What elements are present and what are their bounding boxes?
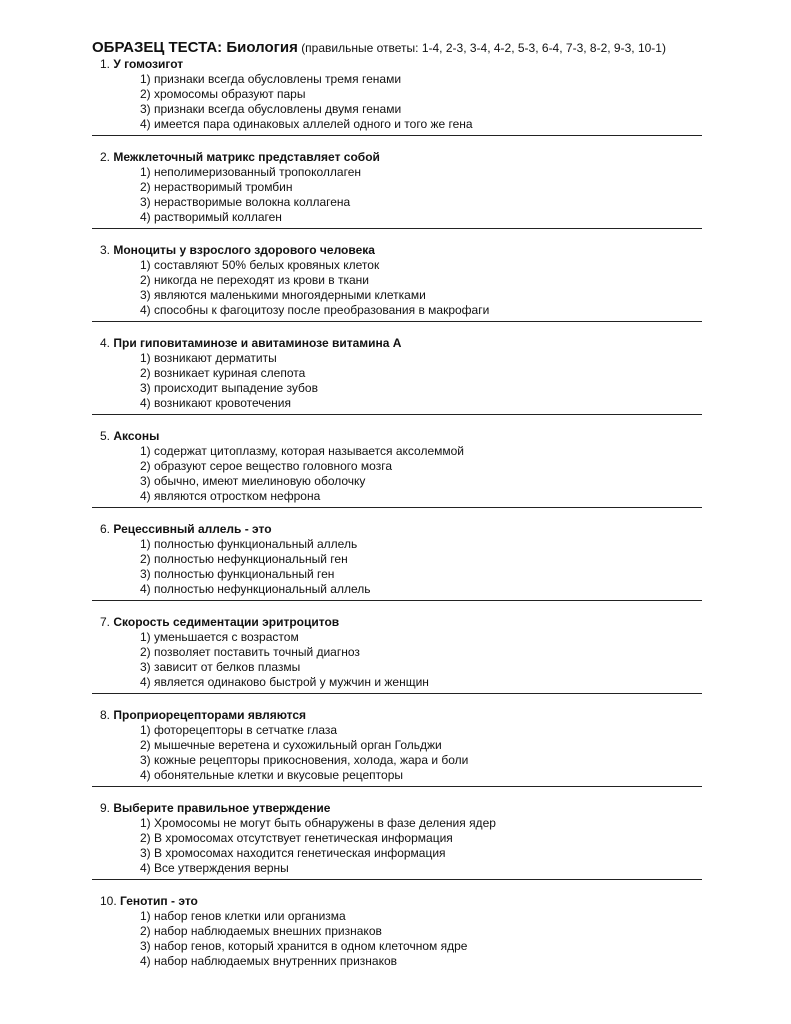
question-block — [92, 708, 702, 787]
answer-option: 3) являются маленькими многоядерными клетками — [140, 288, 426, 302]
question-title — [100, 336, 702, 351]
answer-option: 3) признаки всегда обусловлены двумя генами — [140, 102, 402, 116]
answer-option: 4) способны к фагоцитозу после преобразования в макрофаги — [140, 303, 490, 317]
answer-option: 2) мышечные веретена и сухожильный орган Гольджи — [140, 738, 442, 752]
answer-option: 4) растворимый коллаген — [140, 210, 282, 224]
answer-option: 1) Хромосомы не могут быть обнаружены в фазе деления ядер — [140, 816, 496, 830]
answer-option: 1) признаки всегда обусловлены тремя генами — [140, 72, 402, 86]
answer-option: 1) фоторецепторы в сетчатке глаза — [140, 723, 338, 737]
answer-option: 2) набор наблюдаемых внешних признаков — [140, 924, 382, 938]
answer-option: 4) являются отростком нефрона — [140, 489, 321, 503]
document-title: ОБРАЗЕЦ ТЕСТА: Биология — [92, 39, 298, 56]
question-block — [92, 243, 702, 322]
question-text: Генотип - это — [120, 894, 198, 908]
answer-option: 3) полностью функциональный ген — [140, 567, 335, 581]
question-title — [100, 708, 702, 723]
question-title — [100, 801, 702, 816]
answer-option: 4) является одинаково быстрой у мужчин и женщин — [140, 675, 429, 689]
question-text: У гомозигот — [113, 57, 184, 71]
question-number: 4. — [100, 336, 111, 350]
answer-option: 2) позволяет поставить точный диагноз — [140, 645, 360, 659]
answer-option: 2) возникает куриная слепота — [140, 366, 306, 380]
questions-list — [92, 57, 702, 972]
question-block — [92, 522, 702, 601]
question-block — [92, 894, 702, 972]
answer-option: 3) зависит от белков плазмы — [140, 660, 301, 674]
question-number: 9. — [100, 801, 111, 815]
answer-option: 1) набор генов клетки или организма — [140, 909, 346, 923]
question-title — [100, 57, 702, 72]
question-title — [100, 522, 702, 537]
question-number: 7. — [100, 615, 111, 629]
answer-option: 1) содержат цитоплазму, которая называется аксолеммой — [140, 444, 465, 458]
answer-option: 3) обычно, имеют миелиновую оболочку — [140, 474, 366, 488]
question-title — [100, 615, 702, 630]
answer-option: 1) полностью функциональный аллель — [140, 537, 358, 551]
answer-option: 1) уменьшается с возрастом — [140, 630, 299, 644]
question-block — [92, 615, 702, 694]
question-text: Моноциты у взрослого здорового человека — [113, 243, 375, 257]
answer-option: 4) Все утверждения верны — [140, 861, 289, 875]
question-number: 8. — [100, 708, 111, 722]
question-text: Выберите правильное утверждение — [113, 801, 331, 815]
question-title — [100, 243, 702, 258]
answer-option: 2) хромосомы образуют пары — [140, 87, 306, 101]
answers-note: (правильные ответы: 1-4, 2-3, 3-4, 4-2, 5-3, 6-4, 7-3, 8-2, 9-3, 10-1) — [301, 41, 666, 55]
question-number: 5. — [100, 429, 111, 443]
question-text: При гиповитаминозе и авитаминозе витамина А — [113, 336, 402, 350]
answer-option: 3) В хромосомах находится генетическая информация — [140, 846, 446, 860]
question-number: 10. — [100, 894, 117, 908]
question-number: 3. — [100, 243, 111, 257]
answer-option: 1) составляют 50% белых кровяных клеток — [140, 258, 380, 272]
answer-option: 2) никогда не переходят из крови в ткани — [140, 273, 370, 287]
answer-option: 1) возникают дерматиты — [140, 351, 277, 365]
document-header — [92, 40, 702, 56]
question-block — [92, 801, 702, 880]
answer-option: 3) происходит выпадение зубов — [140, 381, 318, 395]
answer-option: 4) возникают кровотечения — [140, 396, 292, 410]
test-document — [92, 40, 702, 986]
question-text: Проприорецепторами являются — [113, 708, 307, 722]
question-title — [100, 429, 702, 444]
question-block — [92, 57, 702, 136]
answer-option: 2) нерастворимый тромбин — [140, 180, 293, 194]
question-number: 2. — [100, 150, 111, 164]
answer-option: 2) полностью нефункциональный ген — [140, 552, 348, 566]
question-title — [100, 894, 702, 909]
question-text: Рецессивный аллель - это — [113, 522, 272, 536]
question-number: 6. — [100, 522, 111, 536]
question-block — [92, 336, 702, 415]
answer-option: 2) В хромосомах отсутствует генетическая информация — [140, 831, 453, 845]
answer-option: 4) имеется пара одинаковых аллелей одного и того же гена — [140, 117, 473, 131]
question-number: 1. — [100, 57, 111, 71]
answer-option: 4) полностью нефункциональный аллель — [140, 582, 371, 596]
answer-option: 1) неполимеризованный тропоколлаген — [140, 165, 361, 179]
question-text: Аксоны — [113, 429, 160, 443]
question-text: Межклеточный матрикс представляет собой — [113, 150, 380, 164]
answer-option: 4) набор наблюдаемых внутренних признаков — [140, 954, 398, 968]
answer-option: 2) образуют серое вещество головного мозга — [140, 459, 393, 473]
answer-option: 4) обонятельные клетки и вкусовые рецепторы — [140, 768, 404, 782]
question-block — [92, 150, 702, 229]
question-title — [100, 150, 702, 165]
question-block — [92, 429, 702, 508]
question-text: Скорость седиментации эритроцитов — [113, 615, 340, 629]
answer-option: 3) нерастворимые волокна коллагена — [140, 195, 351, 209]
answer-option: 3) кожные рецепторы прикосновения, холода, жара и боли — [140, 753, 469, 767]
answer-option: 3) набор генов, который хранится в одном клеточном ядре — [140, 939, 468, 953]
